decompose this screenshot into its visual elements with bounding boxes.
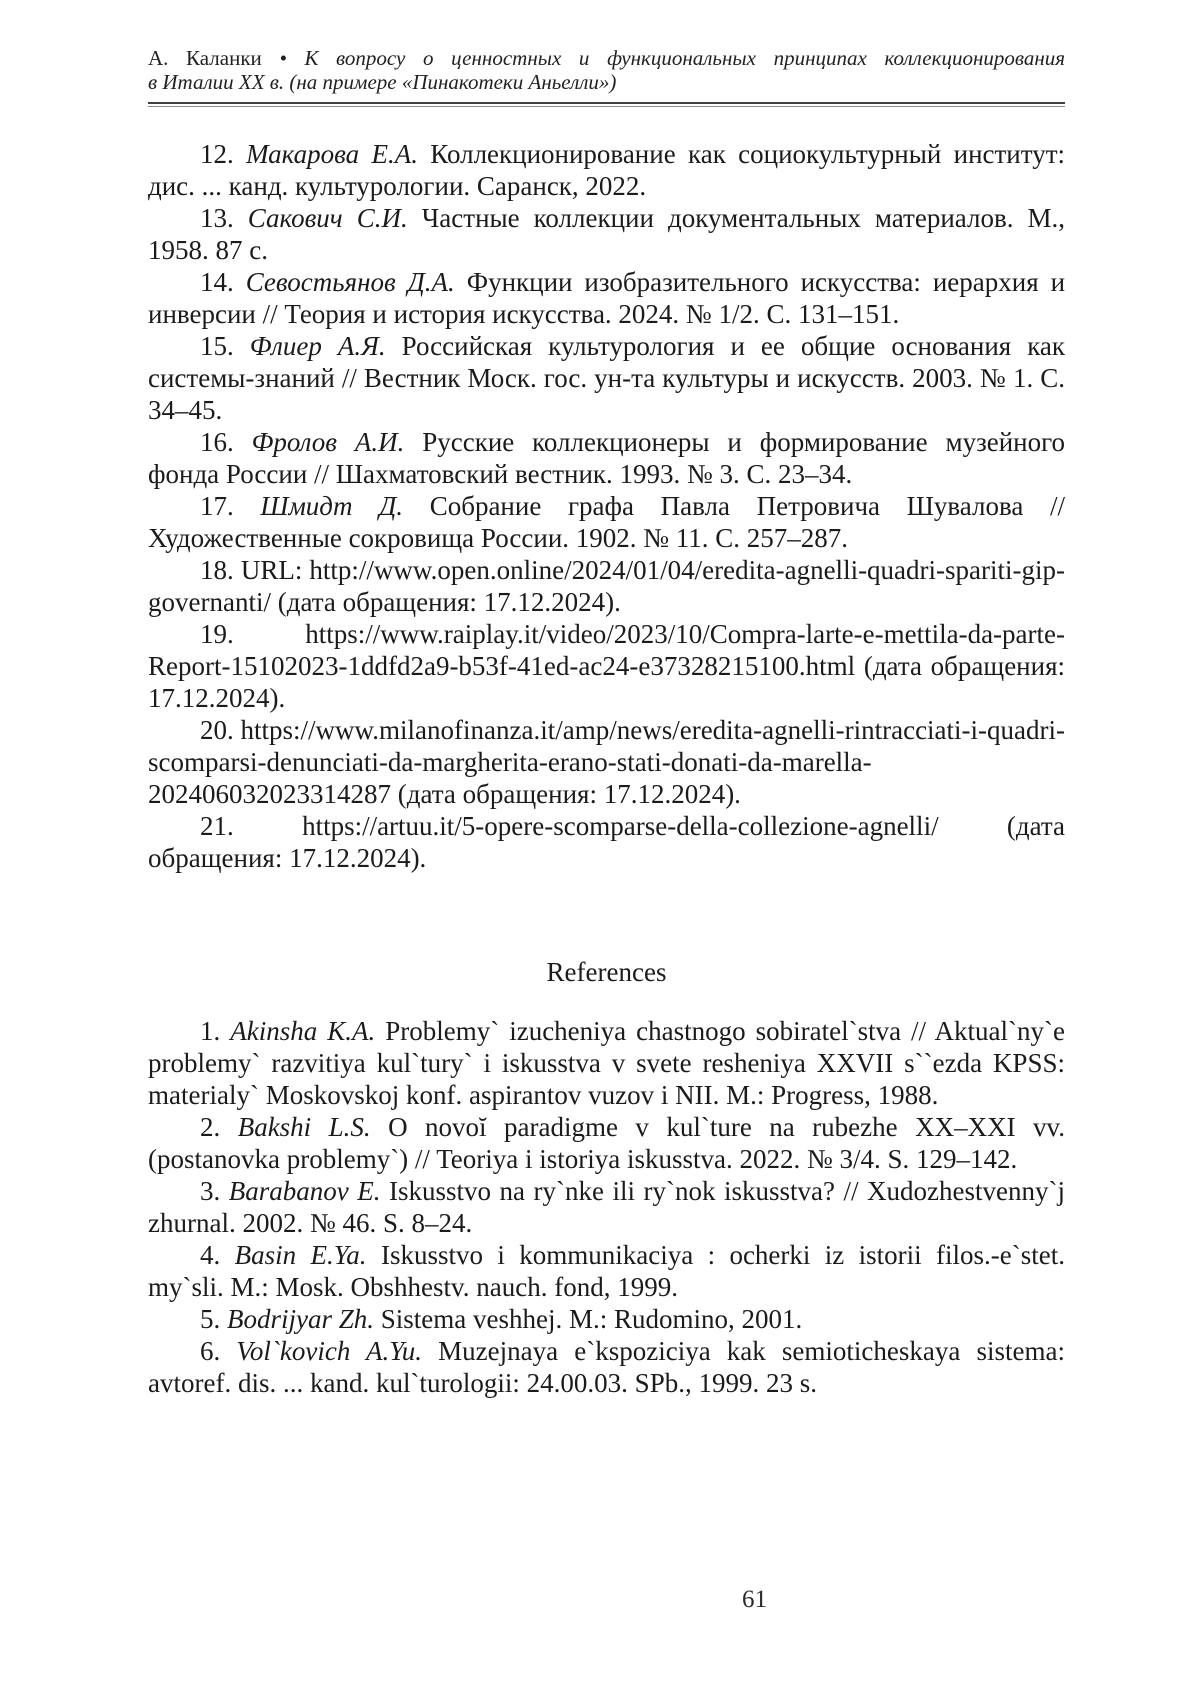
reference-entry: 17. Шмидт Д. Собрание графа Павла Петровича Шувалова // Художественные сокровища России. 1902. № 11. С. 257–287. — [148, 491, 1066, 553]
reference-entry: 2. Bakshi L.S. O novoĭ paradigme v kul`ture na rubezhe XX–​XXI vv. (postanovka problemy`) // Teoriya i istoriya iskusstva. 2022. № 3/4. S. 129–142. — [148, 1112, 1066, 1174]
reference-entry: 20. https://www.milanofinanza.it/amp/news/eredita-agnelli-rintracciati-i-quadri-scomparsi-denunciati-da-margherita-erano-stati-donati-da-marella-202406032023314287 (дата обращения: 17.12.2024). — [148, 715, 1065, 809]
header-divider-rule — [148, 102, 1065, 107]
reference-entry: 14. Севостьянов Д.А. Функции изобразительного искусства: иерархия и инверсии // Теория и история искусства. 2024. № 1/2. С. 131–151. — [148, 267, 1066, 329]
entry-author: Barabanov E. — [228, 1176, 381, 1206]
entry-number: 17. — [200, 491, 234, 521]
entry-author: Akinsha K.A. — [230, 1016, 376, 1046]
entry-number: 20. — [200, 715, 234, 745]
entry-number: 13. — [200, 203, 234, 233]
entry-number: 16. — [200, 427, 234, 457]
entry-author: Флиер А.Я. — [249, 331, 386, 361]
entry-number: 5. — [200, 1304, 221, 1334]
entry-number: 3. — [200, 1176, 221, 1206]
entry-number: 2. — [200, 1112, 221, 1142]
entry-number: 19. — [200, 619, 234, 649]
reference-entry: 21. https://artuu.it/5-opere-scomparse-della-collezione-agnelli/ (дата обращения: 17.12.2024). — [148, 811, 1065, 873]
reference-entry: 3. Barabanov E. Iskusstvo na ry`nke ili ry`nok iskusstva? // Xudozhestvenny`j zhurnal. 2002. № 46. S. 8–24. — [148, 1176, 1066, 1238]
page-number: 61 — [742, 1586, 767, 1613]
entry-author: Фролов А.И. — [251, 427, 405, 457]
reference-entry: 16. Фролов А.И. Русские коллекционеры и формирование музейного фонда России // Шахматовский вестник. 1993. № 3. С. 23–34. — [148, 427, 1066, 489]
reference-entry: 4. Basin E.Ya. Iskusstvo i kommunikaciya : ocherki iz istorii filos.-e`stet. my`sli. M.: Mosk. Obshhestv. nauch. fond, 1999. — [148, 1240, 1066, 1302]
entry-author: Сакович С.И. — [247, 203, 408, 233]
header-author: А. Каланки — [148, 46, 262, 70]
reference-entry: 5. Bodrijyar Zh. Sistema veshhej. M.: Rudomino, 2001. — [200, 1304, 803, 1334]
entry-author: Vol`kovich A.Yu. — [236, 1336, 423, 1366]
reference-entry: 6. Vol`kovich A.Yu. Muzejnaya e`kspoziciya kak semioticheskaya sistema: avtoref. dis. ... kand. kul`turologii: 24.00.03. SPb., 1999. 23 s. — [148, 1336, 1065, 1398]
reference-entry: 15. Флиер А.Я. Российская культурология и ее общие основания как системы-знаний // Вестник Моск. гос. ун-та культуры и искусств. 2003. № 1. С. 34–45. — [148, 331, 1066, 425]
entry-author: Bakshi L.S. — [237, 1112, 371, 1142]
entry-number: 12. — [200, 139, 234, 169]
references-list — [148, 1015, 1065, 1399]
reference-entry: 19. https://www.raiplay.it/video/2023/10/Compra-larte-e-mettila-da-parte-Report-15102023-1ddfd2a9-b53f-41ed-ac24-e37328215100.html (дата обращения: 17.12.2024). — [148, 619, 1065, 713]
header-article-title-part2: в Италии XX в. (на примере «Пинакотеки Аньелли») — [148, 70, 617, 94]
entry-author: Bodrijyar Zh. — [227, 1304, 375, 1334]
header-bullet-separator: • — [279, 46, 287, 70]
running-header — [148, 46, 1065, 94]
entry-author: Макарова Е.А. — [246, 139, 418, 169]
entry-author: Шмидт Д. — [260, 491, 404, 521]
header-article-title-part1: К вопросу о ценностных и функциональных принципах коллекционирования — [304, 46, 1066, 70]
reference-entry: 13. Сакович С.И. Частные коллекции документальных материалов. М., 1958. 87 с. — [148, 203, 1066, 265]
entry-number: 14. — [200, 267, 234, 297]
reference-entry: 12. Макарова Е.А. Коллекционирование как социокультурный институт: дис. ... канд. культурологии. Саранск, 2022. — [148, 139, 1065, 201]
entry-number: 15. — [200, 331, 234, 361]
reference-entry: 18. URL: http://www.open.online/2024/01/04/eredita-agnelli-quadri-spariti-gip-governanti/ (дата обращения: 17.12.2024). — [148, 555, 1065, 617]
entry-author: Basin E.Ya. — [234, 1240, 367, 1270]
bibliography-list — [148, 138, 1065, 874]
entry-number: 1. — [200, 1016, 221, 1046]
page-content — [148, 0, 1066, 1613]
entry-number: 6. — [200, 1336, 221, 1366]
running-header-line1 — [148, 46, 1065, 70]
entry-number: 21. — [200, 811, 234, 841]
entry-number: 4. — [200, 1240, 221, 1270]
reference-entry: 1. Akinsha K.A. Problemy` izucheniya chastnogo sobiratel`stva // Aktual`ny`e problemy` razvitiya kul`tury` i iskusstva v svete resheniya XXVII s``ezda KPSS: materialy` Moskovskoj konf. aspirantov vuzov i NII. M.: Progress, 1988. — [148, 1016, 1066, 1110]
entry-author: Севостьянов Д.А. — [245, 267, 455, 297]
entry-number: 18. — [200, 555, 234, 585]
references-heading: References — [546, 957, 667, 987]
